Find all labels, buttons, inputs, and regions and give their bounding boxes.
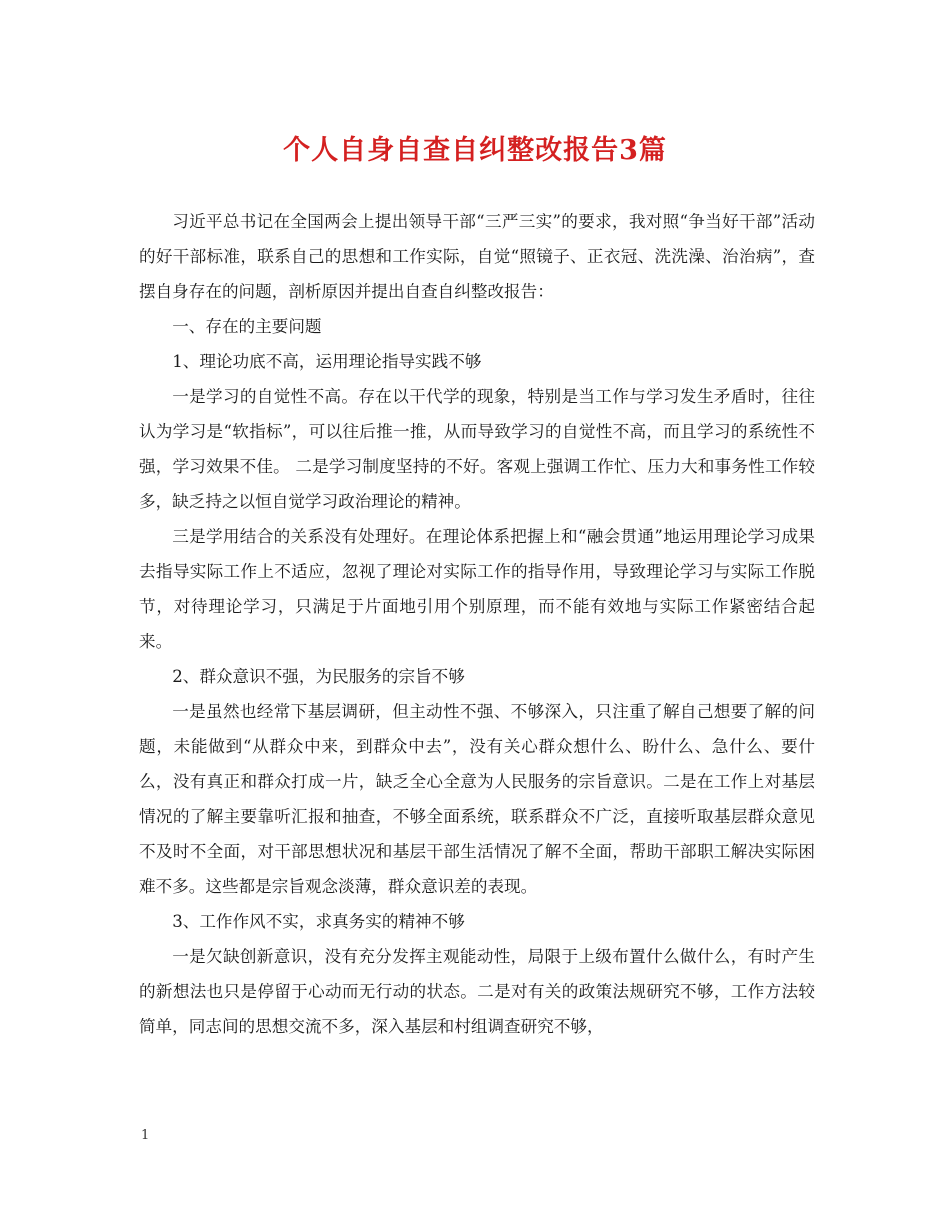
paragraph: 一是欠缺创新意识，没有充分发挥主观能动性，局限于上级布置什么做什么，有时产生的新想法也只是停留于心动而无行动的状态。二是对有关的政策法规研究不够，工作方法较简单，同志间的思想交流不多，深入基层和村组调查研究不够，	[139, 947, 815, 1036]
page-number: 1	[141, 1128, 150, 1143]
subsection-heading: 2、群众意识不强，为民服务的宗旨不够	[172, 667, 465, 686]
document-body	[139, 204, 815, 1044]
section-heading: 一、存在的主要问题	[172, 317, 322, 336]
subsection-heading: 1、理论功底不高，运用理论指导实践不够	[172, 352, 482, 371]
paragraph: 三是学用结合的关系没有处理好。在理论体系把握上和“融会贯通”地运用理论学习成果去指导实际工作上不适应，忽视了理论对实际工作的指导作用，导致理论学习与实际工作脱节，对待理论学习，只满足于片面地引用个别原理，而不能有效地与实际工作紧密结合起来。	[139, 527, 815, 651]
paragraph-intro: 习近平总书记在全国两会上提出领导干部“三严三实”的要求，我对照“争当好干部”活动的好干部标准，联系自己的思想和工作实际，自觉“照镜子、正衣冠、洗洗澡、治治病”，查摆自身存在的问题，剖析原因并提出自查自纠整改报告：	[139, 212, 815, 301]
subsection-heading: 3、工作作风不实，求真务实的精神不够	[172, 912, 465, 931]
paragraph: 一是学习的自觉性不高。存在以干代学的现象，特别是当工作与学习发生矛盾时，往往认为学习是“软指标”，可以往后推一推，从而导致学习的自觉性不高，而且学习的系统性不强，学习效果不佳。 二是学习制度坚持的不好。客观上强调工作忙、压力大和事务性工作较多，缺乏持之以恒自觉学习政治理论的精神。	[139, 387, 815, 511]
paragraph: 一是虽然也经常下基层调研，但主动性不强、不够深入，只注重了解自己想要了解的问题，未能做到“从群众中来，到群众中去”，没有关心群众想什么、盼什么、急什么、要什么，没有真正和群众打成一片，缺乏全心全意为人民服务的宗旨意识。二是在工作上对基层情况的了解主要靠听汇报和抽查，不够全面系统，联系群众不广泛，直接听取基层群众意见不及时不全面，对干部思想状况和基层干部生活情况了解不全面，帮助干部职工解决实际困难不多。这些都是宗旨观念淡薄，群众意识差的表现。	[139, 702, 815, 896]
document-title: 个人自身自查自纠整改报告3篇	[283, 135, 667, 166]
